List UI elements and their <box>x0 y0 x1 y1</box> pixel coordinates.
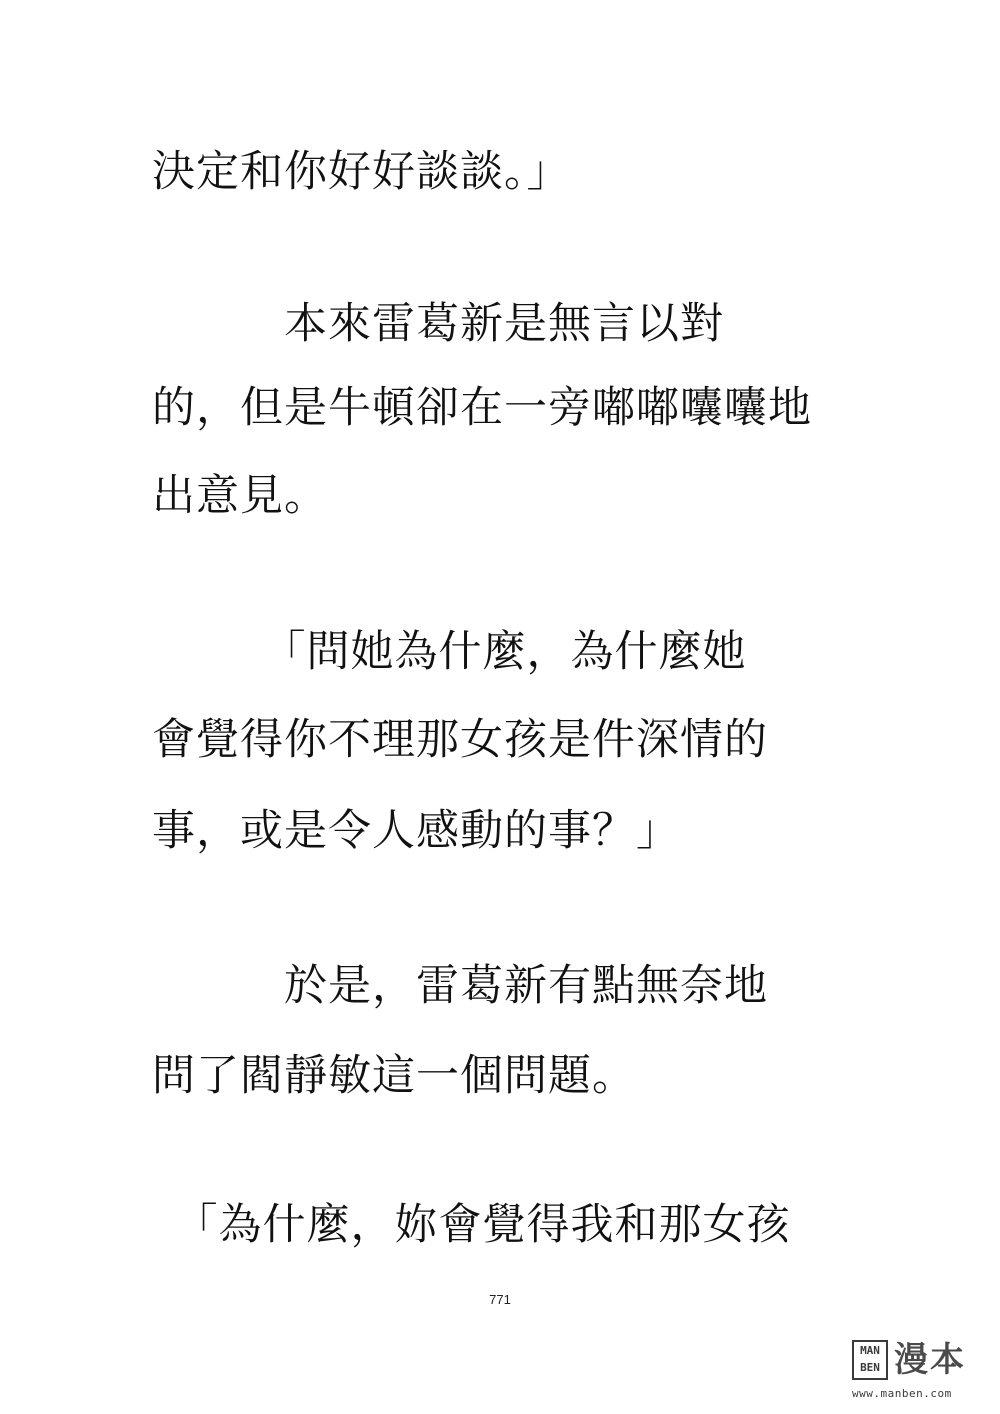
text-line-8: 於是，雷葛新有點無奈地 <box>152 961 768 1011</box>
text-line-5: 「問她為什麼，為什麼她 <box>152 627 747 677</box>
text-line-9: 問了閻靜敏這一個問題。 <box>152 1051 636 1101</box>
text-line-7: 事，或是令人感動的事？」 <box>152 806 680 856</box>
text-line-6: 會覺得你不理那女孩是件深情的 <box>152 715 768 765</box>
page-number: 771 <box>489 1292 511 1307</box>
text-line-4: 出意見。 <box>152 471 328 521</box>
watermark-logo-top: MAN <box>860 1344 880 1357</box>
text-line-3: 的，但是牛頓卻在一旁嘟嘟囔囔地 <box>152 383 812 433</box>
text-line-10: 「為什麼，妳會覺得我和那女孩 <box>152 1200 791 1250</box>
site-watermark <box>852 1340 992 1406</box>
text-line-1: 決定和你好好談談。」 <box>152 147 571 197</box>
text-line-2: 本來雷葛新是無言以對 <box>152 299 724 349</box>
watermark-url: www.manben.com <box>852 1387 952 1400</box>
watermark-title: 漫本 <box>894 1340 966 1380</box>
watermark-logo-bottom: BEN <box>860 1361 880 1374</box>
watermark-logo-icon <box>852 1340 888 1380</box>
